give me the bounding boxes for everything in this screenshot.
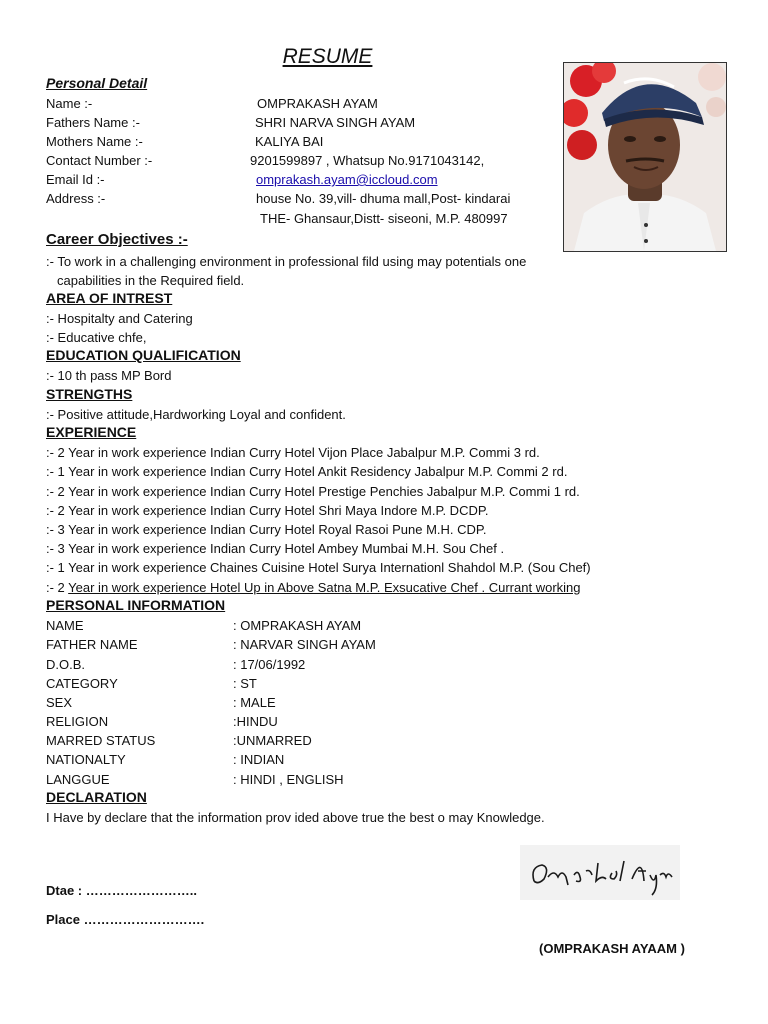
career-objectives-line: :- To work in a challenging environment in professional fild using may potentials one bbox=[46, 254, 527, 269]
experience-item: :- 3 Year in work experience Indian Curry Hotel Royal Rasoi Pune M.H. CDP. bbox=[46, 522, 487, 537]
pd-label: Name :- bbox=[46, 96, 93, 111]
pi-label: SEX bbox=[46, 695, 73, 710]
pi-label: NAME bbox=[46, 618, 84, 633]
signature-image bbox=[520, 845, 680, 900]
declaration-text: I Have by declare that the information prov ided above true the best o may Knowledge. bbox=[46, 810, 545, 825]
pi-value: :UNMARRED bbox=[233, 733, 312, 748]
signature-name: (OMPRAKASH AYAAM ) bbox=[539, 941, 685, 956]
pd-label: Address :- bbox=[46, 191, 106, 206]
date-line: Dtae : …………………….. bbox=[46, 883, 197, 898]
experience-current: Year in work experience Hotel Up in Above Satna M.P. Exsucative Chef . Currant working bbox=[68, 580, 581, 595]
area-of-interest-heading: AREA OF INTREST bbox=[46, 290, 173, 306]
pi-value: :HINDU bbox=[233, 714, 278, 729]
pi-value: : OMPRAKASH AYAM bbox=[233, 618, 362, 633]
pd-value: house No. 39,vill- dhuma mall,Post- kindarai bbox=[256, 191, 511, 206]
pi-value: : 17/06/1992 bbox=[233, 657, 306, 672]
resume-title: RESUME bbox=[282, 45, 373, 68]
pd-value: OMPRAKASH AYAM bbox=[257, 96, 378, 111]
email-link[interactable]: omprakash.ayam@iccloud.com bbox=[256, 172, 438, 187]
pi-label: CATEGORY bbox=[46, 676, 118, 691]
list-item: :- Positive attitude,Hardworking Loyal and confident. bbox=[46, 407, 346, 422]
pi-label: D.O.B. bbox=[46, 657, 86, 672]
pi-label: MARRED STATUS bbox=[46, 733, 156, 748]
pi-label: LANGGUE bbox=[46, 772, 110, 787]
list-item: :- Educative chfe, bbox=[46, 330, 147, 345]
pd-value: KALIYA BAI bbox=[255, 134, 324, 149]
experience-item: :- 1 Year in work experience Chaines Cuisine Hotel Surya Internationl Shahdol M.P. (Sou Chef) bbox=[46, 560, 591, 575]
pd-label: Email Id :- bbox=[46, 172, 105, 187]
education-heading: EDUCATION QUALIFICATION bbox=[46, 347, 241, 363]
pi-label: NATIONALTY bbox=[46, 752, 126, 767]
list-item: :- Hospitalty and Catering bbox=[46, 311, 193, 326]
pi-value: : INDIAN bbox=[233, 752, 285, 767]
pi-value: : HINDI , ENGLISH bbox=[233, 772, 344, 787]
pi-label: RELIGION bbox=[46, 714, 109, 729]
personal-information-heading: PERSONAL INFORMATION bbox=[46, 597, 226, 613]
address-line-2: THE- Ghansaur,Distt- siseoni, M.P. 480997 bbox=[260, 211, 508, 226]
experience-item: :- 2 Year in work experience Indian Curry Hotel Prestige Penchies Jabalpur M.P. Commi 1 rd. bbox=[46, 484, 580, 499]
pd-value: SHRI NARVA SINGH AYAM bbox=[255, 115, 416, 130]
experience-item: :- 3 Year in work experience Indian Curry Hotel Ambey Mumbai M.H. Sou Chef . bbox=[46, 541, 505, 556]
list-item: :- 10 th pass MP Bord bbox=[46, 368, 172, 383]
pi-value: : MALE bbox=[233, 695, 276, 710]
pd-label: Contact Number :- bbox=[46, 153, 153, 168]
experience-item: :- 2 Year in work experience Indian Curry Hotel Shri Maya Indore M.P. DCDP. bbox=[46, 503, 489, 518]
profile-photo bbox=[563, 62, 727, 252]
experience-prefix: :- 2 bbox=[46, 580, 69, 595]
pd-label: Fathers Name :- bbox=[46, 115, 140, 130]
career-objectives-line: capabilities in the Required field. bbox=[57, 273, 245, 288]
pd-label: Mothers Name :- bbox=[46, 134, 143, 149]
experience-item: :- 1 Year in work experience Indian Curry Hotel Ankit Residency Jabalpur M.P. Commi 2 rd. bbox=[46, 464, 568, 479]
experience-heading: EXPERIENCE bbox=[46, 424, 137, 440]
pd-value: 9201599897 , Whatsup No.9171043142, bbox=[250, 153, 485, 168]
strengths-heading: STRENGTHS bbox=[46, 386, 133, 402]
career-objectives-heading: Career Objectives :- bbox=[46, 231, 188, 248]
declaration-heading: DECLARATION bbox=[46, 789, 147, 805]
personal-detail-heading: Personal Detail bbox=[46, 75, 148, 91]
pi-value: : NARVAR SINGH AYAM bbox=[233, 637, 376, 652]
experience-item bbox=[46, 578, 581, 597]
experience-item: :- 2 Year in work experience Indian Curry Hotel Vijon Place Jabalpur M.P. Commi 3 rd. bbox=[46, 445, 540, 460]
pi-label: FATHER NAME bbox=[46, 637, 138, 652]
place-line: Place ………………………. bbox=[46, 912, 205, 927]
pi-value: : ST bbox=[233, 676, 257, 691]
